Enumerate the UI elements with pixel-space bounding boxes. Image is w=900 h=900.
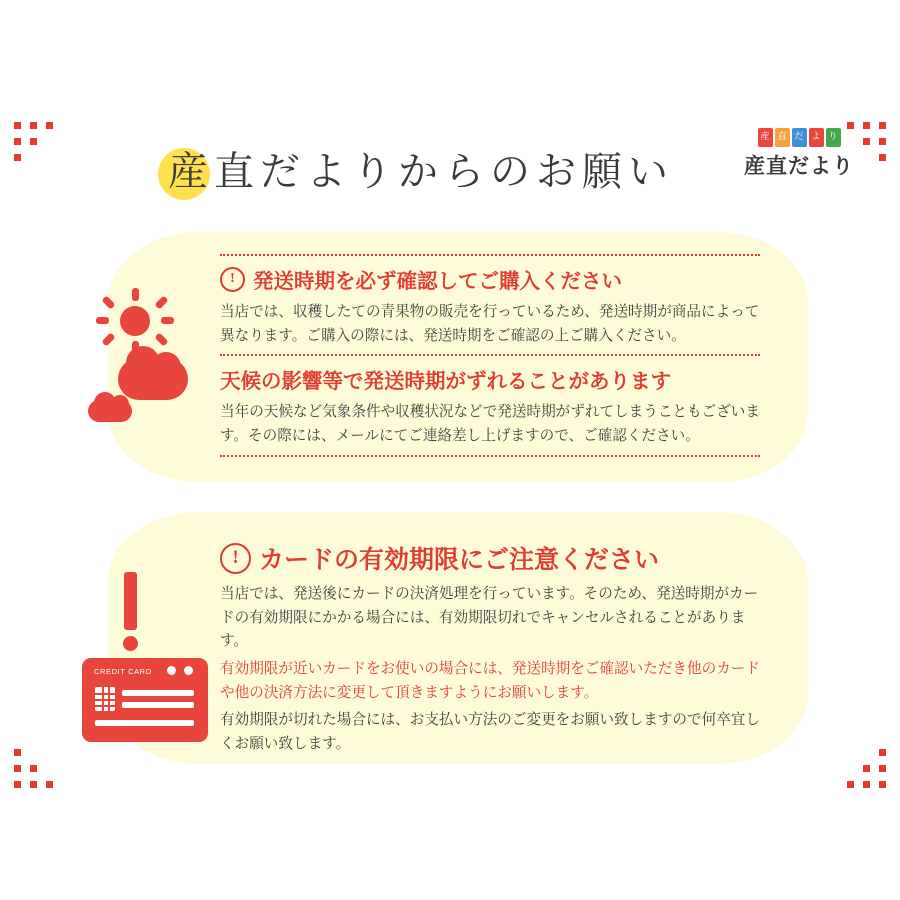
section-heading-shipping-period [220,264,760,294]
logo-text: 産直だより [744,153,854,178]
corner-decoration-bottom-right [840,742,886,788]
dotted-divider [220,455,760,457]
notice-panel-credit-card-content [220,540,760,760]
sun-cloud-icon [88,288,210,458]
card-chip-icon [95,687,115,711]
section-heading-weather [220,364,760,394]
section-paragraph-highlight: 有効期限が近いカードをお使いの場合には、発送時期をご確認いただき他のカードや他の決済方法に変更して頂きますようにお願いします。 [220,660,760,701]
dotted-divider [220,254,760,256]
section-title: 発送時期を必ず確認してご購入ください [253,270,622,293]
logo-tile-1: 産 [758,128,773,147]
section-paragraph: 当年の天候など気象条件や収穫状況などで発送時期がずれてしまうこともございます。その際には、メールにてご連絡差し上げますので、ご確認ください。 [220,404,760,444]
notice-panel-shipping-content [220,254,760,465]
credit-card-label: CREDIT CARD [94,667,152,676]
page-title-wrap [168,140,674,197]
logo-tile-2: 直 [775,128,790,147]
logo-tile-5: り [826,128,841,147]
section-title: カードの有効期限にご注意ください [259,546,660,574]
corner-decoration-bottom-left [14,742,60,788]
exclamation-icon: ! [220,267,245,292]
section-paragraph: 当店では、収穫したての青果物の販売を行っているため、発送時期が商品によって異なります。ご購入の際には、発送時期をご確認の上ご購入ください。 [220,304,760,344]
exclamation-mark-icon [124,572,137,630]
credit-card-icon [82,658,208,742]
notice-panel-shipping [108,232,808,482]
corner-decoration-top-left [14,122,60,168]
section-paragraph: 有効期限が切れた場合には、お支払い方法のご変更をお願い致しますので何卒宜しくお願い致します。 [220,712,760,752]
section-heading-card-expiry [220,540,760,576]
sun-icon [120,306,150,336]
page-title: 産直だよりからのお願い [168,149,674,195]
logo-tile-3: だ [792,128,807,147]
dotted-divider [220,354,760,356]
section-paragraph: 当店では、発送後にカードの決済処理を行っています。そのため、発送時期がカードの有効期限にかかる場合には、有効期限切れでキャンセルされることがあります。 [220,586,759,650]
logo-tile-4: よ [809,128,824,147]
section-title: 天候の影響等で発送時期がずれることがあります [220,370,671,394]
exclamation-icon: ! [220,543,251,574]
credit-card-warning-icon [76,572,216,742]
brand-logo [736,128,862,180]
logo-color-strip [736,128,862,147]
